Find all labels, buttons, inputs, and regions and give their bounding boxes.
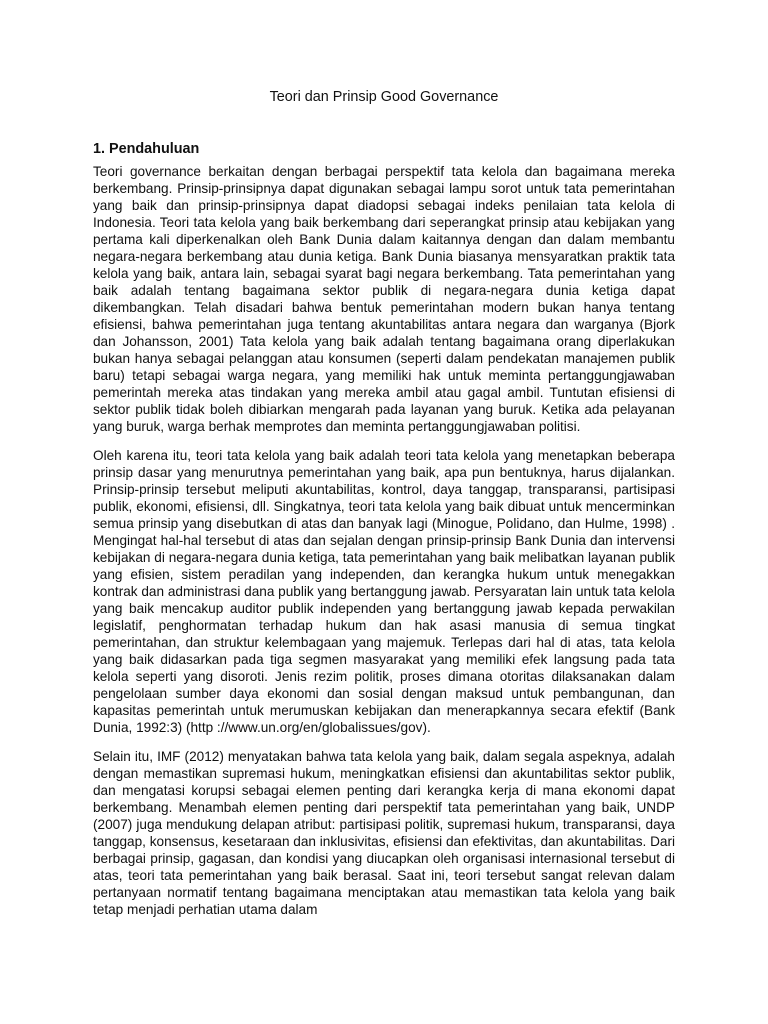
document-body xyxy=(93,163,675,930)
paragraph: Oleh karena itu, teori tata kelola yang baik adalah teori tata kelola yang menetapkan beberapa prinsip dasar yang menurutnya pemerintahan yang baik, apa pun bentuknya, harus dijalankan. Prinsip-prinsip tersebut meliputi akuntabilitas, kontrol, daya tanggap, transparansi, partisipasi publik, ekonomi, efisiensi, dll. Singkatnya, teori tata kelola yang baik dibuat untuk mencerminkan semua prinsip yang disebutkan di atas dan banyak lagi (Minogue, Polidano, dan Hulme, 1998) . Mengingat hal-hal tersebut di atas dan sejalan dengan prinsip-prinsip Bank Dunia dan intervensi kebijakan di negara-negara dunia ketiga, tata pemerintahan yang baik melibatkan layanan publik yang efisien, sistem peradilan yang independen, dan kerangka hukum untuk menegakkan kontrak dan administrasi dana publik yang bertanggung jawab. Persyaratan lain untuk tata kelola yang baik mencakup auditor publik independen yang bertanggung jawab kepada perwakilan legislatif, penghormatan terhadap hukum dan hak asasi manusia di semua tingkat pemerintahan, dan struktur kelembagaan yang majemuk. Terlepas dari hal di atas, tata kelola yang baik didasarkan pada tiga segmen masyarakat yang memiliki efek langsung pada tata kelola seperti yang disoroti. Jenis rezim politik, proses dimana otoritas dilaksanakan dalam pengelolaan sumber daya ekonomi dan sosial dengan maksud untuk pembangunan, dan kapasitas pemerintah untuk merumuskan kebijakan dan menerapkannya secara efektif (Bank Dunia, 1992:3) (http ://www.un.org/en/globalissues/gov). xyxy=(93,448,675,735)
section-heading: 1. Pendahuluan xyxy=(93,141,200,157)
document-title: Teori dan Prinsip Good Governance xyxy=(269,89,499,105)
paragraph: Teori governance berkaitan dengan berbagai perspektif tata kelola dan bagaimana mereka berkembang. Prinsip-prinsipnya dapat digunakan sebagai lampu sorot untuk tata pemerintahan yang baik dan prinsip-prinsipnya dapat diadopsi sebagai indeks penilaian tata kelola di Indonesia. Teori tata kelola yang baik berkembang dari seperangkat prinsip atau kebijakan yang pertama kali diperkenalkan oleh Bank Dunia dalam kaitannya dengan dan dalam membantu negara-negara berkembang atau dunia ketiga. Bank Dunia biasanya mensyaratkan praktik tata kelola yang baik, antara lain, sebagai syarat bagi negara berkembang. Tata pemerintahan yang baik adalah tentang bagaimana sektor publik di negara-negara dunia ketiga dapat dikembangkan. Telah disadari bahwa bentuk pemerintahan modern bukan hanya tentang efisiensi, bahwa pemerintahan juga tentang akuntabilitas antara negara dan warganya (Bjork dan Johansson, 2001) Tata kelola yang baik adalah tentang bagaimana orang diperlakukan bukan hanya sebagai pelanggan atau konsumen (seperti dalam pendekatan manajemen publik baru) tetapi sebagai warga negara, yang memiliki hak untuk meminta pertanggungjawaban pemerintah mereka atas tindakan yang mereka ambil atau gagal ambil. Tuntutan efisiensi di sektor publik tidak boleh dibiarkan mengarah pada layanan yang buruk. Ketika ada pelayanan yang buruk, warga berhak memprotes dan meminta pertanggungjawaban politisi. xyxy=(93,164,675,434)
paragraph: Selain itu, IMF (2012) menyatakan bahwa tata kelola yang baik, dalam segala aspeknya, adalah dengan memastikan supremasi hukum, meningkatkan efisiensi dan akuntabilitas sektor publik, dan mengatasi korupsi sebagai elemen penting dari kerangka kerja di mana ekonomi dapat berkembang. Menambah elemen penting dari perspektif tata pemerintahan yang baik, UNDP (2007) juga mendukung delapan atribut: partisipasi politik, supremasi hukum, transparansi, daya tanggap, konsensus, kesetaraan dan inklusivitas, efisiensi dan efektivitas, dan akuntabilitas. Dari berbagai prinsip, gagasan, dan kondisi yang diucapkan oleh organisasi internasional tersebut di atas, teori tata pemerintahan yang baik berasal. Saat ini, teori tersebut sangat relevan dalam pertanyaan normatif tentang bagaimana menciptakan atau memastikan tata kelola yang baik tetap menjadi perhatian utama dalam xyxy=(93,749,675,917)
